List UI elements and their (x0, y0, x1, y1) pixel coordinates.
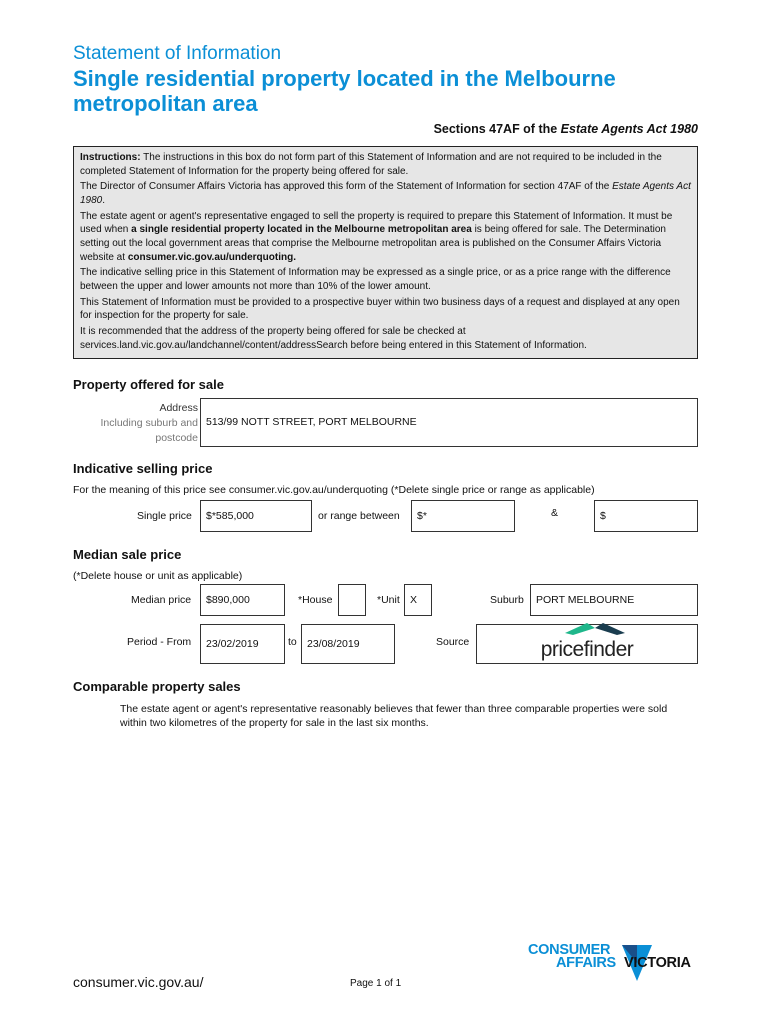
sections-reference (434, 122, 698, 136)
property-section-title: Property offered for sale (73, 377, 224, 392)
median-note: (*Delete house or unit as applicable) (73, 570, 243, 582)
instructions-text-2c: . (102, 194, 106, 206)
sections-act: Estate Agents Act 1980 (560, 122, 698, 136)
instructions-p1 (80, 151, 691, 178)
instructions-text-3c: is being offered for sale. The Determination setting out the local government areas that comprise the Melbourne metropolitan area is published on the Consumer Affairs Victoria website at (80, 224, 666, 263)
address-label (78, 401, 198, 446)
instructions-p3 (80, 210, 691, 264)
period-to-label: to (288, 636, 297, 648)
instructions-p5: This Statement of Information must be provided to a prospective buyer within two business days of a request and displayed at any open for inspection for the property for sale. (80, 296, 680, 322)
instructions-p2 (80, 180, 691, 207)
house-label: *House (298, 594, 333, 606)
indicative-section-title: Indicative selling price (73, 461, 213, 476)
instructions-box (73, 146, 698, 359)
unit-checkbox[interactable]: X (404, 584, 432, 616)
pricefinder-mark-icon (565, 623, 625, 635)
period-from-field[interactable]: 23/02/2019 (200, 624, 285, 664)
footer-url[interactable]: consumer.vic.gov.au/ (73, 974, 204, 990)
median-section-title: Median sale price (73, 547, 182, 562)
median-price-label: Median price (131, 594, 192, 606)
range-low-field[interactable]: $* (411, 500, 515, 532)
range-label: or range between (318, 510, 400, 522)
page-title: Single residential property located in the Melbourne metropolitan area (73, 66, 616, 116)
instructions-text-2a: The Director of Consumer Affairs Victoria has approved this form of the Statement of Information for section 47AF of the (80, 181, 613, 193)
single-price-field[interactable]: $*585,000 (200, 500, 312, 532)
address-label-line2: Including suburb and (100, 417, 198, 429)
instructions-lead: Instructions: (80, 152, 141, 163)
source-field[interactable] (476, 624, 698, 664)
single-price-label: Single price (137, 510, 192, 522)
house-checkbox[interactable] (338, 584, 366, 616)
period-to-field[interactable]: 23/08/2019 (301, 624, 395, 664)
indicative-note: For the meaning of this price see consumer.vic.gov.au/underquoting (*Delete single price or range as applicable) (73, 484, 595, 496)
range-ampersand: & (551, 507, 559, 519)
sections-prefix: Sections 47AF of the (433, 122, 561, 136)
page-number: Page 1 of 1 (350, 978, 402, 989)
range-high-field[interactable]: $ (594, 500, 698, 532)
instructions-p6: It is recommended that the address of the property being offered for sale be checked at services.land.vic.gov.au/landchannel/content/addressSearch before being entered in this Statement of Information. (80, 326, 587, 351)
unit-label: *Unit (377, 594, 400, 606)
consumer-affairs-victoria-logo (528, 943, 708, 991)
instructions-text-2b: Estate Agents Act 1980 (80, 181, 691, 206)
suburb-label: Suburb (490, 594, 524, 606)
address-label-line1: Address (159, 402, 198, 414)
logo-line-victoria: VICTORIA (624, 955, 691, 971)
logo-line-affairs: AFFAIRS (556, 955, 616, 971)
median-price-field[interactable]: $890,000 (200, 584, 285, 616)
period-from-label: Period - From (127, 636, 192, 648)
source-label: Source (436, 636, 470, 648)
address-label-line3: postcode (155, 432, 198, 444)
statement-label: Statement of Information (73, 43, 282, 64)
instructions-p4: The indicative selling price in this Statement of Information may be expressed as a single price, or as a price range with the difference between the upper and lower amounts not more than 10% of the lower amount. (80, 267, 671, 292)
address-field[interactable]: 513/99 NOTT STREET, PORT MELBOURNE (200, 398, 698, 447)
instructions-text-3a: The estate agent or agent's representative engaged to sell the property is required to prepare this Statement of Information. It must be used when (80, 210, 673, 236)
instructions-text-3b: a single residential property located in the Melbourne metropolitan area (131, 224, 472, 236)
logo-line-consumer: CONSUMER (528, 942, 611, 958)
instructions-text-1: The instructions in this box do not form part of this Statement of Information and are not required to be included in the completed Statement of Information for the property being offered for sale. (80, 152, 662, 177)
comparable-text: The estate agent or agent's representative reasonably believes that fewer than three comparable properties were sold within two kilometres of the property for sale in the last six months. (120, 703, 668, 729)
suburb-field[interactable]: PORT MELBOURNE (530, 584, 698, 616)
pricefinder-logo: pricefinder (540, 638, 634, 661)
instructions-link-underquoting[interactable]: consumer.vic.gov.au/underquoting. (127, 251, 296, 263)
comparable-section-title: Comparable property sales (73, 679, 241, 694)
